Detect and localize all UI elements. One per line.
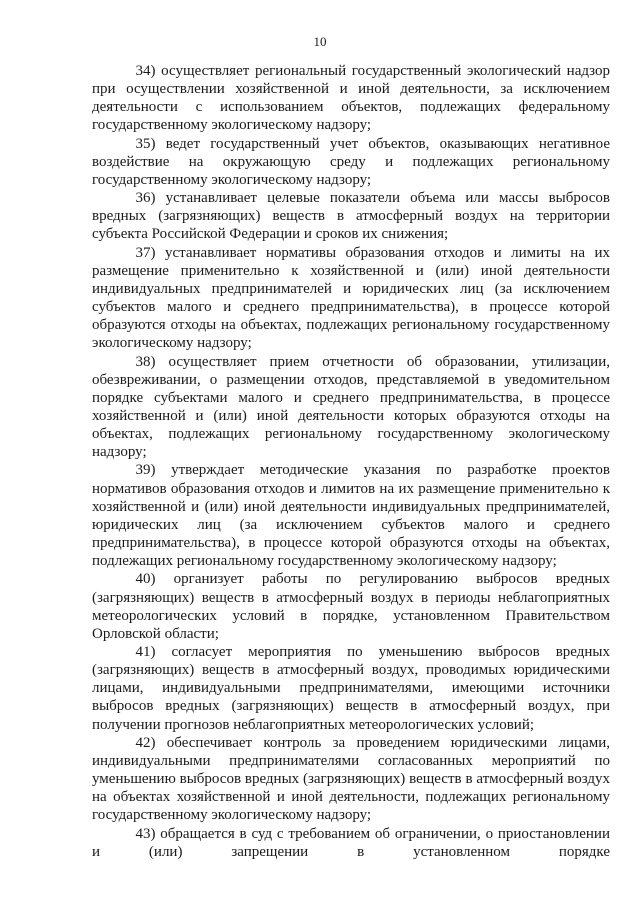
paragraph-item-41: 41) согласует мероприятия по уменьшению выбросов вредных (загрязняющих) веществ в атмосферный воздух, проводимых юридическими лицами, индивидуальными предпринимателями, имеющими источники выбросов вредных (загрязняющих) веществ в атмосферный воздух, при получении прогнозов неблагоприятных метеорологических условий; bbox=[92, 644, 610, 733]
paragraph-item-42: 42) обеспечивает контроль за проведением юридическими лицами, индивидуальными предпринимателями согласованных мероприятий по уменьшению выбросов вредных (загрязняющих) веществ в атмосферный воздух на объектах хозяйственной и иной деятельности, подлежащих региональному государственному экологическому надзору; bbox=[92, 734, 610, 824]
document-body bbox=[92, 62, 610, 861]
paragraph-item-43: 43) обращается в суд с требованием об ограничении, о приостановлении и (или) запрещении в установленном порядке bbox=[92, 825, 610, 860]
paragraph-item-39: 39) утверждает методические указания по разработке проектов нормативов образования отходов и лимитов на их размещение применительно к хозяйственной и (или) иной деятельности индивидуальных предпринимателей, юридических лиц (за исключением субъектов малого и среднего предпринимательства), в процессе которой образуются отходы на объектах, подлежащих региональному государственному экологическому надзору; bbox=[92, 462, 610, 570]
paragraph-item-37: 37) устанавливает нормативы образования отходов и лимиты на их размещение применительно к хозяйственной и (или) иной деятельности индивидуальных предпринимателей и юридических лиц (за исключением субъектов малого и среднего предпринимательства), в процессе которой образуются отходы на объектах, подлежащих региональному государственному экологическому надзору; bbox=[92, 244, 610, 352]
paragraph-item-40: 40) организует работы по регулированию выбросов вредных (загрязняющих) веществ в атмосферный воздух в периоды неблагоприятных метеорологических условий в порядке, установленном Правительством Орловской области; bbox=[92, 571, 610, 642]
paragraph-item-34: 34) осуществляет региональный государственный экологический надзор при осуществлении хозяйственной и иной деятельности, за исключением деятельности с использованием объектов, подлежащих федеральному государственному экологическому надзору; bbox=[92, 63, 610, 134]
page-number: 10 bbox=[313, 34, 327, 49]
paragraph-item-38: 38) осуществляет прием отчетности об образовании, утилизации, обезвреживании, о размещении отходов, представляемой в уведомительном порядке субъектами малого и среднего предпринимательства, в процессе хозяйственной и (или) иной деятельности которых образуются отходы на объектах, подлежащих региональному государственному экологическому надзору; bbox=[92, 353, 610, 461]
paragraph-item-35: 35) ведет государственный учет объектов, оказывающих негативное воздействие на окружающую среду и подлежащих региональному государственному экологическому надзору; bbox=[92, 135, 610, 188]
paragraph-item-36: 36) устанавливает целевые показатели объема или массы выбросов вредных (загрязняющих) веществ в атмосферный воздух на территории субъекта Российской Федерации и сроков их снижения; bbox=[92, 190, 610, 243]
